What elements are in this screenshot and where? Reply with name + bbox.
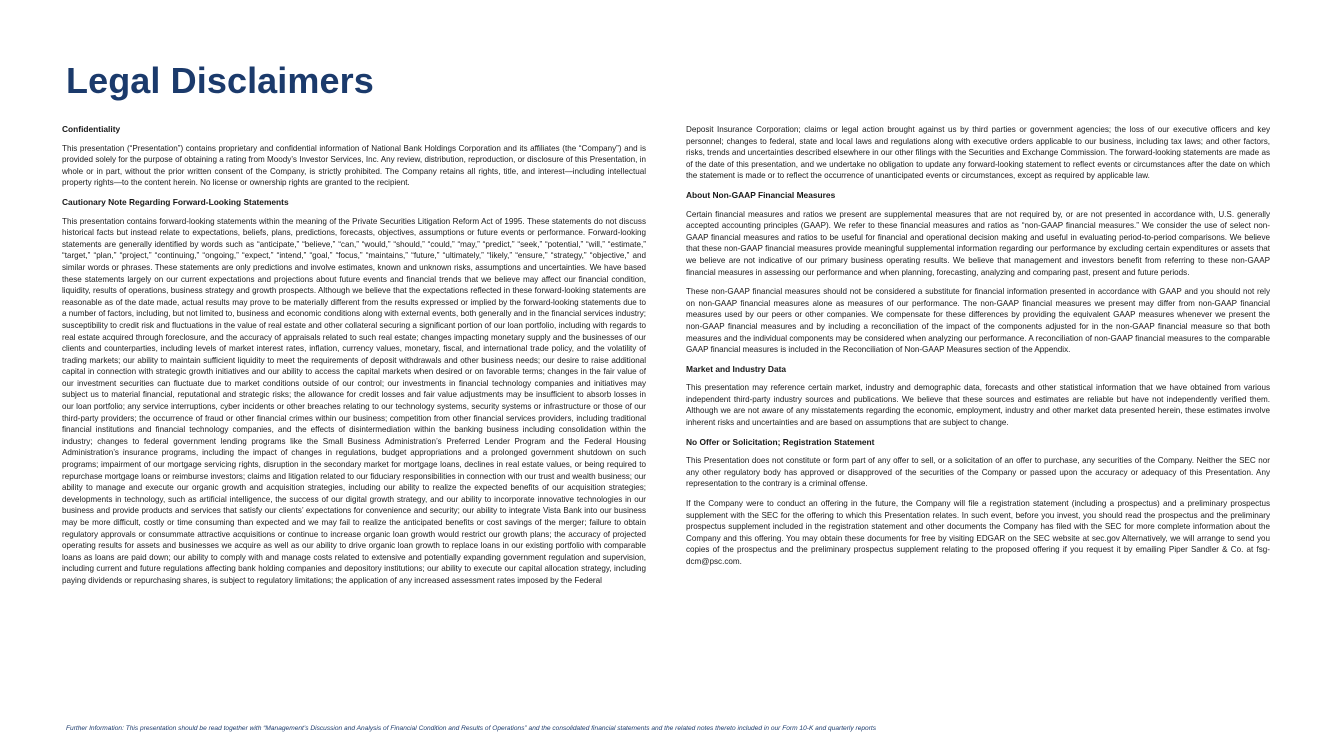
forward-looking-heading: Cautionary Note Regarding Forward-Looking Statements <box>62 196 289 207</box>
market-data-text: This presentation may reference certain market, industry and demographic data, forecasts and other statistical information that we have obtained from various independent third-party industry sources and publications. We believe that these sources and estimates are reliable but have not independently verified them. Although we are not aware of any misstatements regarding the economic, employment, industry and other market data presented herein, these estimates involve inherent risks and uncertainties and are based on assumptions that are subject to change. <box>686 383 1270 428</box>
right-column <box>686 124 1270 576</box>
footer-note: Further Information: This presentation should be read together with “Management’s Discussion and Analysis of Financial Condition and Results of Operations” and the consolidated financial statements and the related notes thereto included in our Form 10-K and quarterly reports <box>66 725 877 732</box>
confidentiality-text: This presentation (“Presentation”) contains proprietary and confidential information of National Bank Holdings Corporation and its affiliates (the “Company”) and is provided solely for the purpose of obtaining a rating from Moody’s Investor Services, Inc. Any review, distribution, reproduction, or disclosure of this Presentation, in whole or in part, without the prior written consent of the Company, is strictly prohibited. The Company retains all rights, title, and interest—including intellectual property rights—to the content herein. No license or ownership rights are granted to the recipient. <box>62 143 646 188</box>
market-data-heading: Market and Industry Data <box>686 363 787 374</box>
non-gaap-text-1: Certain financial measures and ratios we present are supplemental measures that are not required by, or are not presented in accordance with, U.S. generally accepted accounting principles (GAAP). We refer to these financial measures and ratios as “non-GAAP financial measures.” We consider the use of select non-GAAP financial measures and ratios to be useful for financial and operational decision making and useful in evaluating period-to-period comparisons. We believe that these non-GAAP financial measures provide meaningful supplemental information regarding our performance by excluding certain expenditures or assets that we believe are not indicative of our primary business operating results. We believe that management and investors benefit from referring to these non-GAAP financial measures in assessing our performance and when planning, forecasting, analyzing and comparing past, present and future periods. <box>686 209 1270 277</box>
page-title: Legal Disclaimers <box>66 60 374 101</box>
non-gaap-heading: About Non-GAAP Financial Measures <box>686 189 836 200</box>
left-column <box>62 124 646 595</box>
no-offer-text-2: If the Company were to conduct an offering in the future, the Company will file a registration statement (including a prospectus) and a preliminary prospectus supplement with the SEC for the offering to which this Presentation relates. In such event, before you invest, you should read the prospectus and the preliminary prospectus supplement included in the registration statement and other documents the Company has filed with the SEC for more complete information about the Company and this offering. You may obtain these documents for free by visiting EDGAR on the SEC website at sec.gov Alternatively, we will arrange to send you copies of the prospectus and the preliminary prospectus supplement relating to the proposed offering if you request it by emailing Piper Sandler & Co. at fsg-dcm@psc.com. <box>686 499 1270 566</box>
no-offer-text-1: This Presentation does not constitute or form part of any offer to sell, or a solicitation of an offer to purchase, any securities of the Company. Neither the SEC nor any other regulatory body has approved or disapproved of the securities of the Company or passed upon the accuracy or adequacy of this Presentation. Any representation to the contrary is a criminal offense. <box>686 456 1270 489</box>
no-offer-heading: No Offer or Solicitation; Registration Statement <box>686 436 875 447</box>
confidentiality-heading: Confidentiality <box>62 124 121 134</box>
forward-looking-text: This presentation contains forward-looking statements within the meaning of the Private Securities Litigation Reform Act of 1995. These statements do not discuss historical facts but instead relate to expectations, beliefs, plans, predictions, forecasts, objectives, assumptions or future events or performance. Forward-looking statements are generally identified by words such as “anticipate,” “believe,” “can,” “would,” “should,” “could,” “may,” “predict,” “seek,” “potential,” “will,” “estimate,” “target,” “plan,” “project,” “continuing,” “ongoing,” “expect,” “intend,” “goal,” “focus,” “maintains,” “future,” “ultimately,” “likely,” “ensure,” “strategy,” “objective,” and similar words or phrases. These statements are only predictions and involve estimates, known and unknown risks, assumptions and uncertainties. We have based these statements largely on our current expectations and projections about future events and financial trends that we believe may affect our financial condition, liquidity, results of operations, business strategy and growth prospects. Although we believe that the expectations reflected in these forward-looking statements are reasonable as of the date made, actual results may prove to be materially different from the results expressed or implied by the forward-looking statements due to a number of factors, including, but not limited to, business and economic conditions along with external events, both generally and in the financial services industry; susceptibility to credit risk and fluctuations in the value of real estate and other collateral securing a significant portion of our loan portfolio, including with regards to real estate acquired through foreclosure, and the accuracy of appraisals related to such real estate; changes impacting monetary supply and the businesses of our clients and counterparties, including levels of market interest rates, inflation, currency values, monetary, fiscal, and international trade policy, and the volatility of trading markets; our ability to maintain sufficient liquidity to meet the requirements of deposit withdrawals and other business needs; our desire to raise additional capital in connection with strategic growth initiatives and our ability to access the capital markets when desired or on favorable terms; changes in the fair value of our investment securities can fluctuate due to market conditions outside of our control; our investments in financial technology companies and initiatives may subject us to material financial, reputational and strategic risks; the allowance for credit losses and fair value adjustments may be insufficient to absorb losses in our loan portfolio; any service interruptions, cyber incidents or other breaches relating to our technology systems, security systems or infrastructure or those of our third-party providers; the occurrence of fraud or other financial crimes within our business; competition from other financial services providers, including traditional financial institutions and financial technology companies, and the effects of disintermediation within the banking business including consolidation within the industry; changes to federal government lending programs like the Small Business Administration’s Preferred Lender Program and the Federal Housing Administration’s insurance programs, including the impact of changes in regulations, budget appropriations and a prolonged government shutdown on such programs; impairment of our mortgage servicing rights, disruption in the secondary market for mortgage loans, declines in real estate values, or being required to repurchase mortgage loans or reimburse investors; claims and litigation related to our fiduciary responsibilities in connection with our trust and wealth business; our ability to manage and execute our organic growth and acquisition strategies, including our ability to realize the expected benefits of our acquisition strategies; developments in technology, such as artificial intelligence, the success of our digital growth strategy, and our ability to incorporate innovative technologies in our business and provide products and services that satisfy our clients’ expectations for convenience and security; our ability to integrate Vista Bank into our business may be more difficult, costly or time consuming than expected and we may fail to realize the anticipated benefits or cost savings of the merger; failure to obtain regulatory approvals or consummate attractive acquisitions or continue to increase organic loan growth would restrict our growth plans; the accuracy of projected operating results for assets and businesses we acquire as well as our ability to drive organic loan growth to replace loans in our existing portfolio with comparable loans as loans are paid down; our ability to comply with and manage costs related to extensive and potentially expanding government regulation and supervision, including current and future regulations affecting bank holding companies and depository institutions; our ability to execute our capital allocation strategy, including paying dividends or repurchasing shares, is subject to regulatory limitations; the application of any increased assessment rates imposed by the Federal <box>62 216 646 585</box>
forward-looking-continued-text: Deposit Insurance Corporation; claims or legal action brought against us by third parties or government agencies; the loss of our executive officers and key personnel; changes to federal, state and local laws and regulations along with executive orders applicable to our business, including tax laws; and other factors, risks, trends and uncertainties described elsewhere in our other filings with the Securities and Exchange Commission. The forward-looking statements are made as of the date of this presentation, and we undertake no obligation to update any forward-looking statement to reflect events or circumstances after the date on which the statement is made or to reflect the occurrence of unanticipated events or circumstances, except as required by applicable law. <box>686 125 1270 181</box>
non-gaap-text-2: These non-GAAP financial measures should not be considered a substitute for financial information presented in accordance with GAAP and you should not rely on non-GAAP financial measures alone as measures of our performance. The non-GAAP financial measures we present may differ from non-GAAP financial measures used by our peers or other companies. We compensate for these differences by providing the equivalent GAAP measures whenever we present the non-GAAP financial measures and by including a reconciliation of the impact of the components adjusted for in the non-GAAP financial measure so that both measures and the individual components may be considered when analyzing our performance. A reconciliation of non-GAAP financial measures to the comparable GAAP financial measures is included in the Reconciliation of Non-GAAP Measures section of the Appendix. <box>686 287 1270 355</box>
